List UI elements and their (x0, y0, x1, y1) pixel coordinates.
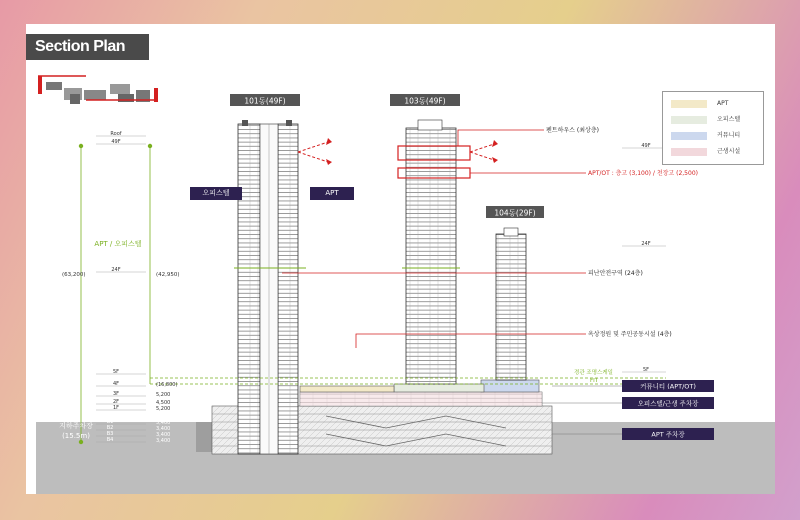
level-1f: 1F (112, 405, 120, 411)
note-apt-ot-ratio: APT/OT : 층고 (3,100) / 천장고 (2,500) (588, 170, 698, 177)
tag-parking-apt: APT 주차장 (651, 430, 685, 439)
right-level-49f: 49F (641, 143, 651, 149)
legend-item-apt (671, 98, 759, 110)
tower-104 (496, 228, 526, 380)
level-b3: B3 (106, 431, 114, 437)
dim-b4: 3,400 (156, 438, 171, 444)
dim-2f: 4,500 (156, 400, 171, 406)
total-right: (42,950) (156, 272, 180, 278)
tower-103-title: 103동(49F) (404, 96, 446, 106)
right-level-24f: 24F (641, 241, 651, 247)
tower-101 (234, 120, 306, 454)
right-level-5f: 5F (642, 367, 650, 373)
level-2f: 2F (112, 399, 120, 405)
tower-104-title: 104동(29F) (494, 208, 536, 218)
dim-3f: 5,200 (156, 392, 171, 398)
dim-b1: 5,400 (156, 420, 171, 426)
legend-swatch (671, 132, 707, 140)
legend-item-retail (671, 146, 759, 158)
tag-apt: APT (310, 187, 354, 200)
dim-1f: 5,200 (156, 406, 171, 412)
legend-item-community (671, 130, 759, 142)
level-b1: B1 (106, 419, 114, 425)
note-green-facility: 경관 조명스케일 (574, 370, 613, 376)
level-b4: B4 (106, 437, 114, 443)
level-4f: 4F (112, 381, 120, 387)
note-green-fit: FIT (590, 378, 599, 384)
basement-label-1: 지하주차장 (59, 422, 93, 430)
note-refuge: 피난안전구역 (24층) (588, 270, 643, 277)
legend-label: 커뮤니티 (717, 132, 741, 139)
ground (36, 406, 775, 494)
dim-podium: (16,800) (156, 382, 178, 388)
page-title: Section Plan (26, 34, 149, 60)
tag-community: 커뮤니티 (APT/OT) (640, 382, 696, 391)
note-landscape: 옥상정원 및 주민공동시설 (4층) (588, 331, 672, 338)
total-left: (63,200) (62, 272, 86, 278)
level-5f: 5F (112, 369, 120, 375)
level-b2: B2 (106, 425, 114, 431)
tower-103 (398, 120, 470, 384)
dim-b2: 3,400 (156, 426, 171, 432)
key-plan (38, 76, 158, 104)
level-3f: 3F (112, 391, 120, 397)
legend-item-officetel (671, 114, 759, 126)
note-penthouse: 펜트하우스 (최상층) (546, 127, 599, 134)
dim-b3: 3,400 (156, 432, 171, 438)
tower-101-title: 101동(49F) (244, 96, 286, 106)
legend-swatch (671, 100, 707, 108)
level-roof: Roof (110, 131, 122, 137)
tag-officetel: 오피스텔 (190, 187, 242, 200)
basement-label-2: (15.5m) (62, 432, 90, 440)
zone-label: APT / 오피스텔 (94, 240, 142, 248)
level-24f: 24F (111, 267, 121, 273)
legend-swatch (671, 148, 707, 156)
level-49f: 49F (111, 139, 121, 145)
legend-swatch (671, 116, 707, 124)
legend-label: 오피스텔 (717, 116, 741, 123)
tag-parking-office: 오피스텔/근생 주차장 (637, 399, 699, 408)
legend-label: 근생시설 (717, 148, 741, 155)
legend (662, 91, 764, 165)
legend-label: APT (717, 100, 729, 107)
section-plan-sheet (26, 24, 775, 494)
